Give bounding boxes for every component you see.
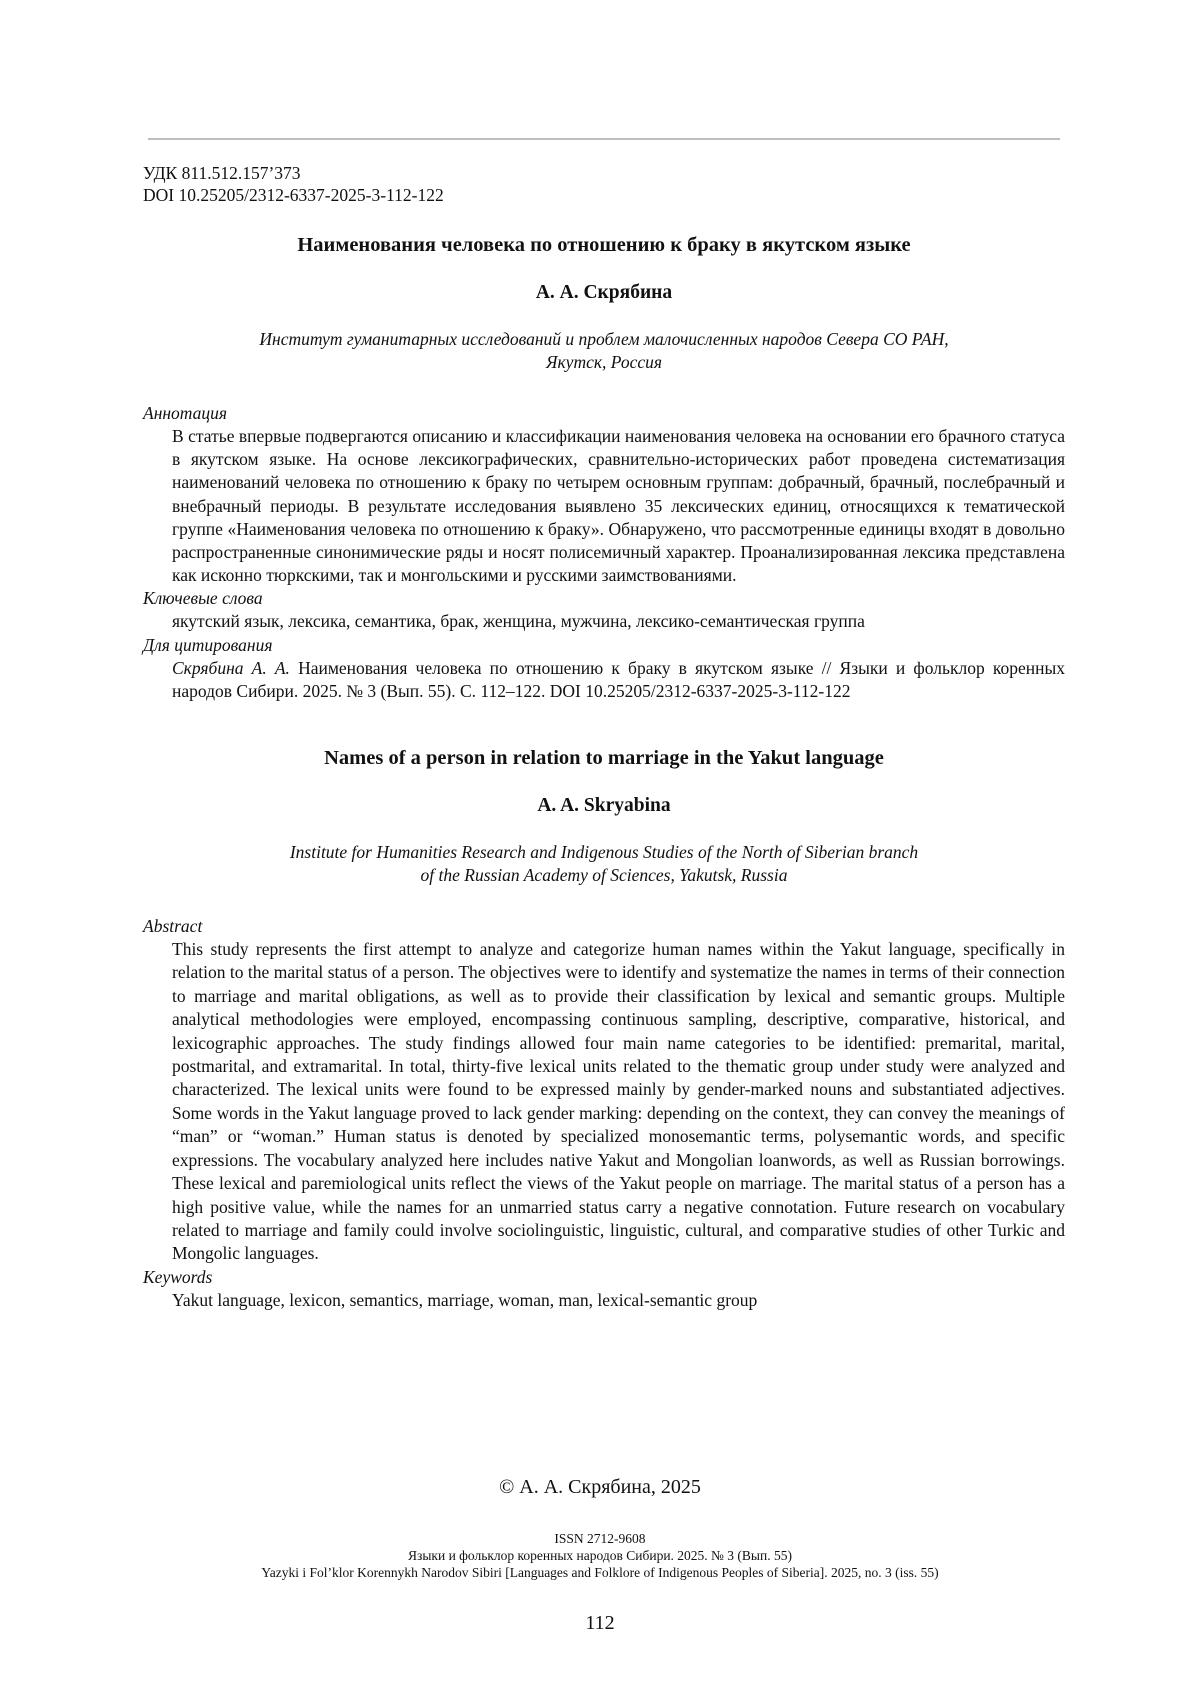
keywords-ru-text: якутский язык, лексика, семантика, брак, женщина, мужчина, лексико-семантическая группа <box>172 611 865 632</box>
keywords-en-text: Yakut language, lexicon, semantics, marriage, woman, man, lexical-semantic group <box>172 1289 758 1310</box>
article-codes <box>143 162 1065 206</box>
copyright: © А. А. Скрябина, 2025 <box>499 1476 701 1498</box>
abstract-ru-text: В статье впервые подвергаются описанию и классификации наименования человека на основании его брачного статуса в якутском языке. На основе лексикографических, сравнительно-исторических работ проведена систематизация наименований человека по отношению к браку по четырем основным группам: добрачный, брачный, послебрачный и внебрачный периоды. В результате исследования выявлено 35 лексических единиц, относящихся к тематической группе «Наименования человека по отношению к браку». Обнаружено, что рассмотренные единицы входят в довольно распространенные синонимические ряды и носят полисемичный характер. Проанализированная лексика представлена как исконно тюркскими, так и монгольскими и русскими заимствованиями. <box>172 426 1065 586</box>
keywords-ru-label: Ключевые слова <box>143 588 263 609</box>
affiliation-ru-line1: Институт гуманитарных исследований и проблем малочисленных народов Севера СО РАН, <box>259 329 949 349</box>
abstract-en-label: Abstract <box>143 916 203 937</box>
affiliation-en-line2: of the Russian Academy of Sciences, Yakutsk, Russia <box>420 865 788 886</box>
citation-author: Скрябина А. А. <box>172 657 290 678</box>
affiliation-ru-line2: Якутск, Россия <box>545 352 663 372</box>
journal-footer <box>0 1530 1200 1581</box>
doi-code[interactable]: DOI 10.25205/2312-6337-2025-3-112-122 <box>143 185 444 205</box>
affiliation-en <box>143 841 1065 887</box>
abstract-en-text: This study represents the first attempt to analyze and categorize human names within the Yakut language, specifically in relation to the marital status of a person. The objectives were to identify and systematize the names in terms of their connection to marriage and marital obligations, as well as to provide their classification by lexical and semantic groups. Multiple analytical methodologies were employed, encompassing continuous sampling, descriptive, comparative, historical, and lexicographic approaches. The study findings allowed four main name categories to be identified: premarital, marital, postmarital, and extramarital. In total, thirty-five lexical units related to the thematic group under study were analyzed and characterized. The lexical units were found to be expressed mainly by gender-marked nouns and substantiated adjectives. Some words in the Yakut language proved to lack gender marking: depending on the context, they can convey the meanings of “man” or “woman.” Human status is denoted by specialized monosemantic terms, polysemantic words, and specific expressions. The vocabulary analyzed here includes native Yakut and Mongolian loanwords, as well as Russian borrowings. These lexical and paremiological units reflect the views of the Yakut people on marriage. The marital status of a person has a high positive value, while the names for an unmarried status carry a negative connotation. Future research on vocabulary related to marriage and family could involve sociolinguistic, linguistic, cultural, and comparative studies of other Turkic and Mongolic languages. <box>172 939 1065 1264</box>
header-rule <box>148 138 1060 140</box>
author-en: A. A. Skryabina <box>537 795 671 817</box>
abstract-ru-label: Аннотация <box>143 403 228 423</box>
page-number: 112 <box>585 1612 615 1634</box>
citation-text <box>172 657 1065 703</box>
affiliation-en-line1: Institute for Humanities Research and Indigenous Studies of the North of Siberian branch <box>289 842 919 863</box>
udc-code[interactable]: УДК 811.512.157’373 <box>143 163 301 183</box>
article-page <box>143 162 1065 1312</box>
title-en: Names of a person in relation to marriage in the Yakut language <box>324 747 884 770</box>
keywords-en-label: Keywords <box>143 1266 213 1287</box>
citation-body: Наименования человека по отношению к браку в якутском языке // Языки и фольклор коренных народов Сибири. 2025. № 3 (Вып. 55). С. 112–122. DOI 10.25205/2312-6337-2025-3-112-122 <box>172 657 1065 701</box>
affiliation-ru <box>143 328 1065 374</box>
title-ru: Наименования человека по отношению к браку в якутском языке <box>297 234 911 256</box>
journal-title-en: Yazyki i Fol’klor Korennykh Narodov Sibiri [Languages and Folklore of Indigenous Peoples of Siberia]. 2025, no. 3 (iss. 55) <box>261 1565 939 1580</box>
author-ru: А. А. Скрябина <box>535 282 673 303</box>
journal-title-ru: Языки и фольклор коренных народов Сибири. 2025. № 3 (Вып. 55) <box>408 1548 792 1563</box>
citation-label: Для цитирования <box>143 634 273 655</box>
issn: ISSN 2712-9608 <box>554 1531 646 1546</box>
